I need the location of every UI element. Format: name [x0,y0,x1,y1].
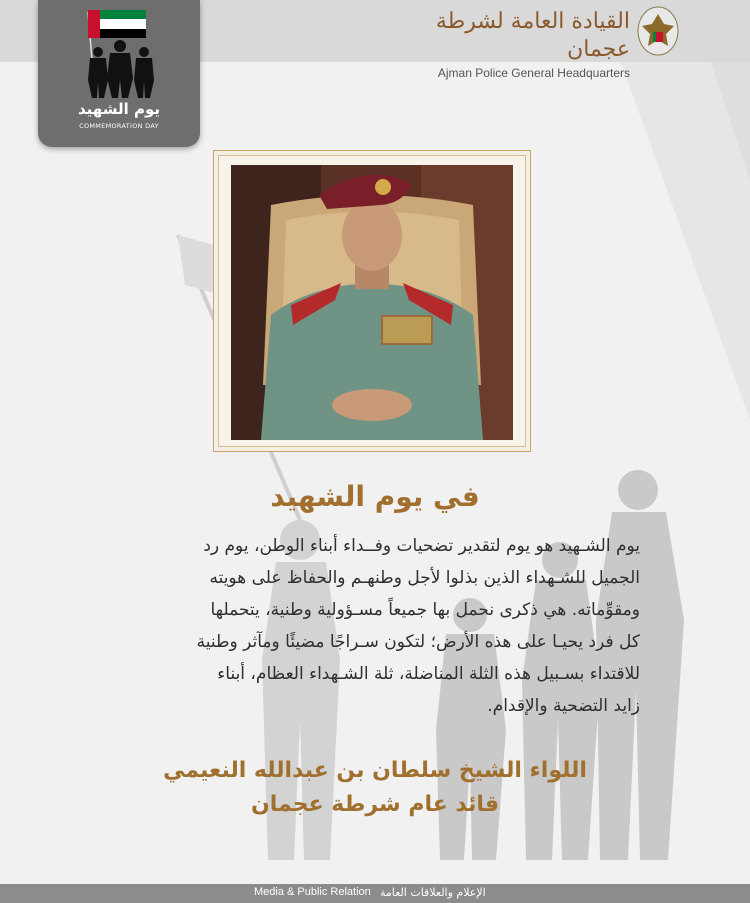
paragraph-line: زايد التضحية والإقدام. [487,696,640,716]
brand-title-english: Ajman Police General Headquarters [437,66,630,80]
brand-block [410,8,630,80]
footer-arabic: الإعلام والعلاقات العامة [380,886,486,899]
ajman-police-emblem-icon [634,4,682,58]
paragraph-line: كل فرد يحيـا على هذه الأرض؛ لتكون سـراجًا مضيئًا ومآثر وطنية [196,632,640,652]
signature-title: قائد عام شرطة عجمان [250,792,500,817]
footer-english: Media & Public Relation [254,886,371,898]
badge-title-english: COMMEMORATION DAY [79,122,159,130]
paragraph-line: ومقوِّماته. هي ذكرى نحمل بها جميعاً مسـؤولية وطنية، يتحملها [210,600,640,620]
paragraph-line: يوم الشـهيد هو يوم لتقدير تضحيات وفــداء أبناء الوطن، يوم رد [203,536,640,556]
paragraph-line: للاقتداء بسـبيل هذه الثلة المناضلة، ثلة الشـهداء العظام، أبناء [217,664,640,684]
page-heading: في يوم الشهيد [270,480,480,513]
brand-title-arabic: القيادة العامة لشرطة عجمان [435,9,630,62]
commemoration-day-badge [38,0,200,147]
signature-name: اللواء الشيخ سلطان بن عبدالله النعيمي [163,758,587,783]
paragraph-line: الجميل للشـهداء الذين بذلوا لأجل وطنهـم والحفاظ على هويته [209,568,640,588]
portrait-photo [231,165,513,440]
flag-soldiers-icon [38,0,200,100]
tribute-paragraph [110,530,640,722]
footer-bar [0,884,750,903]
badge-title-arabic: يوم الشهيد [78,100,160,118]
